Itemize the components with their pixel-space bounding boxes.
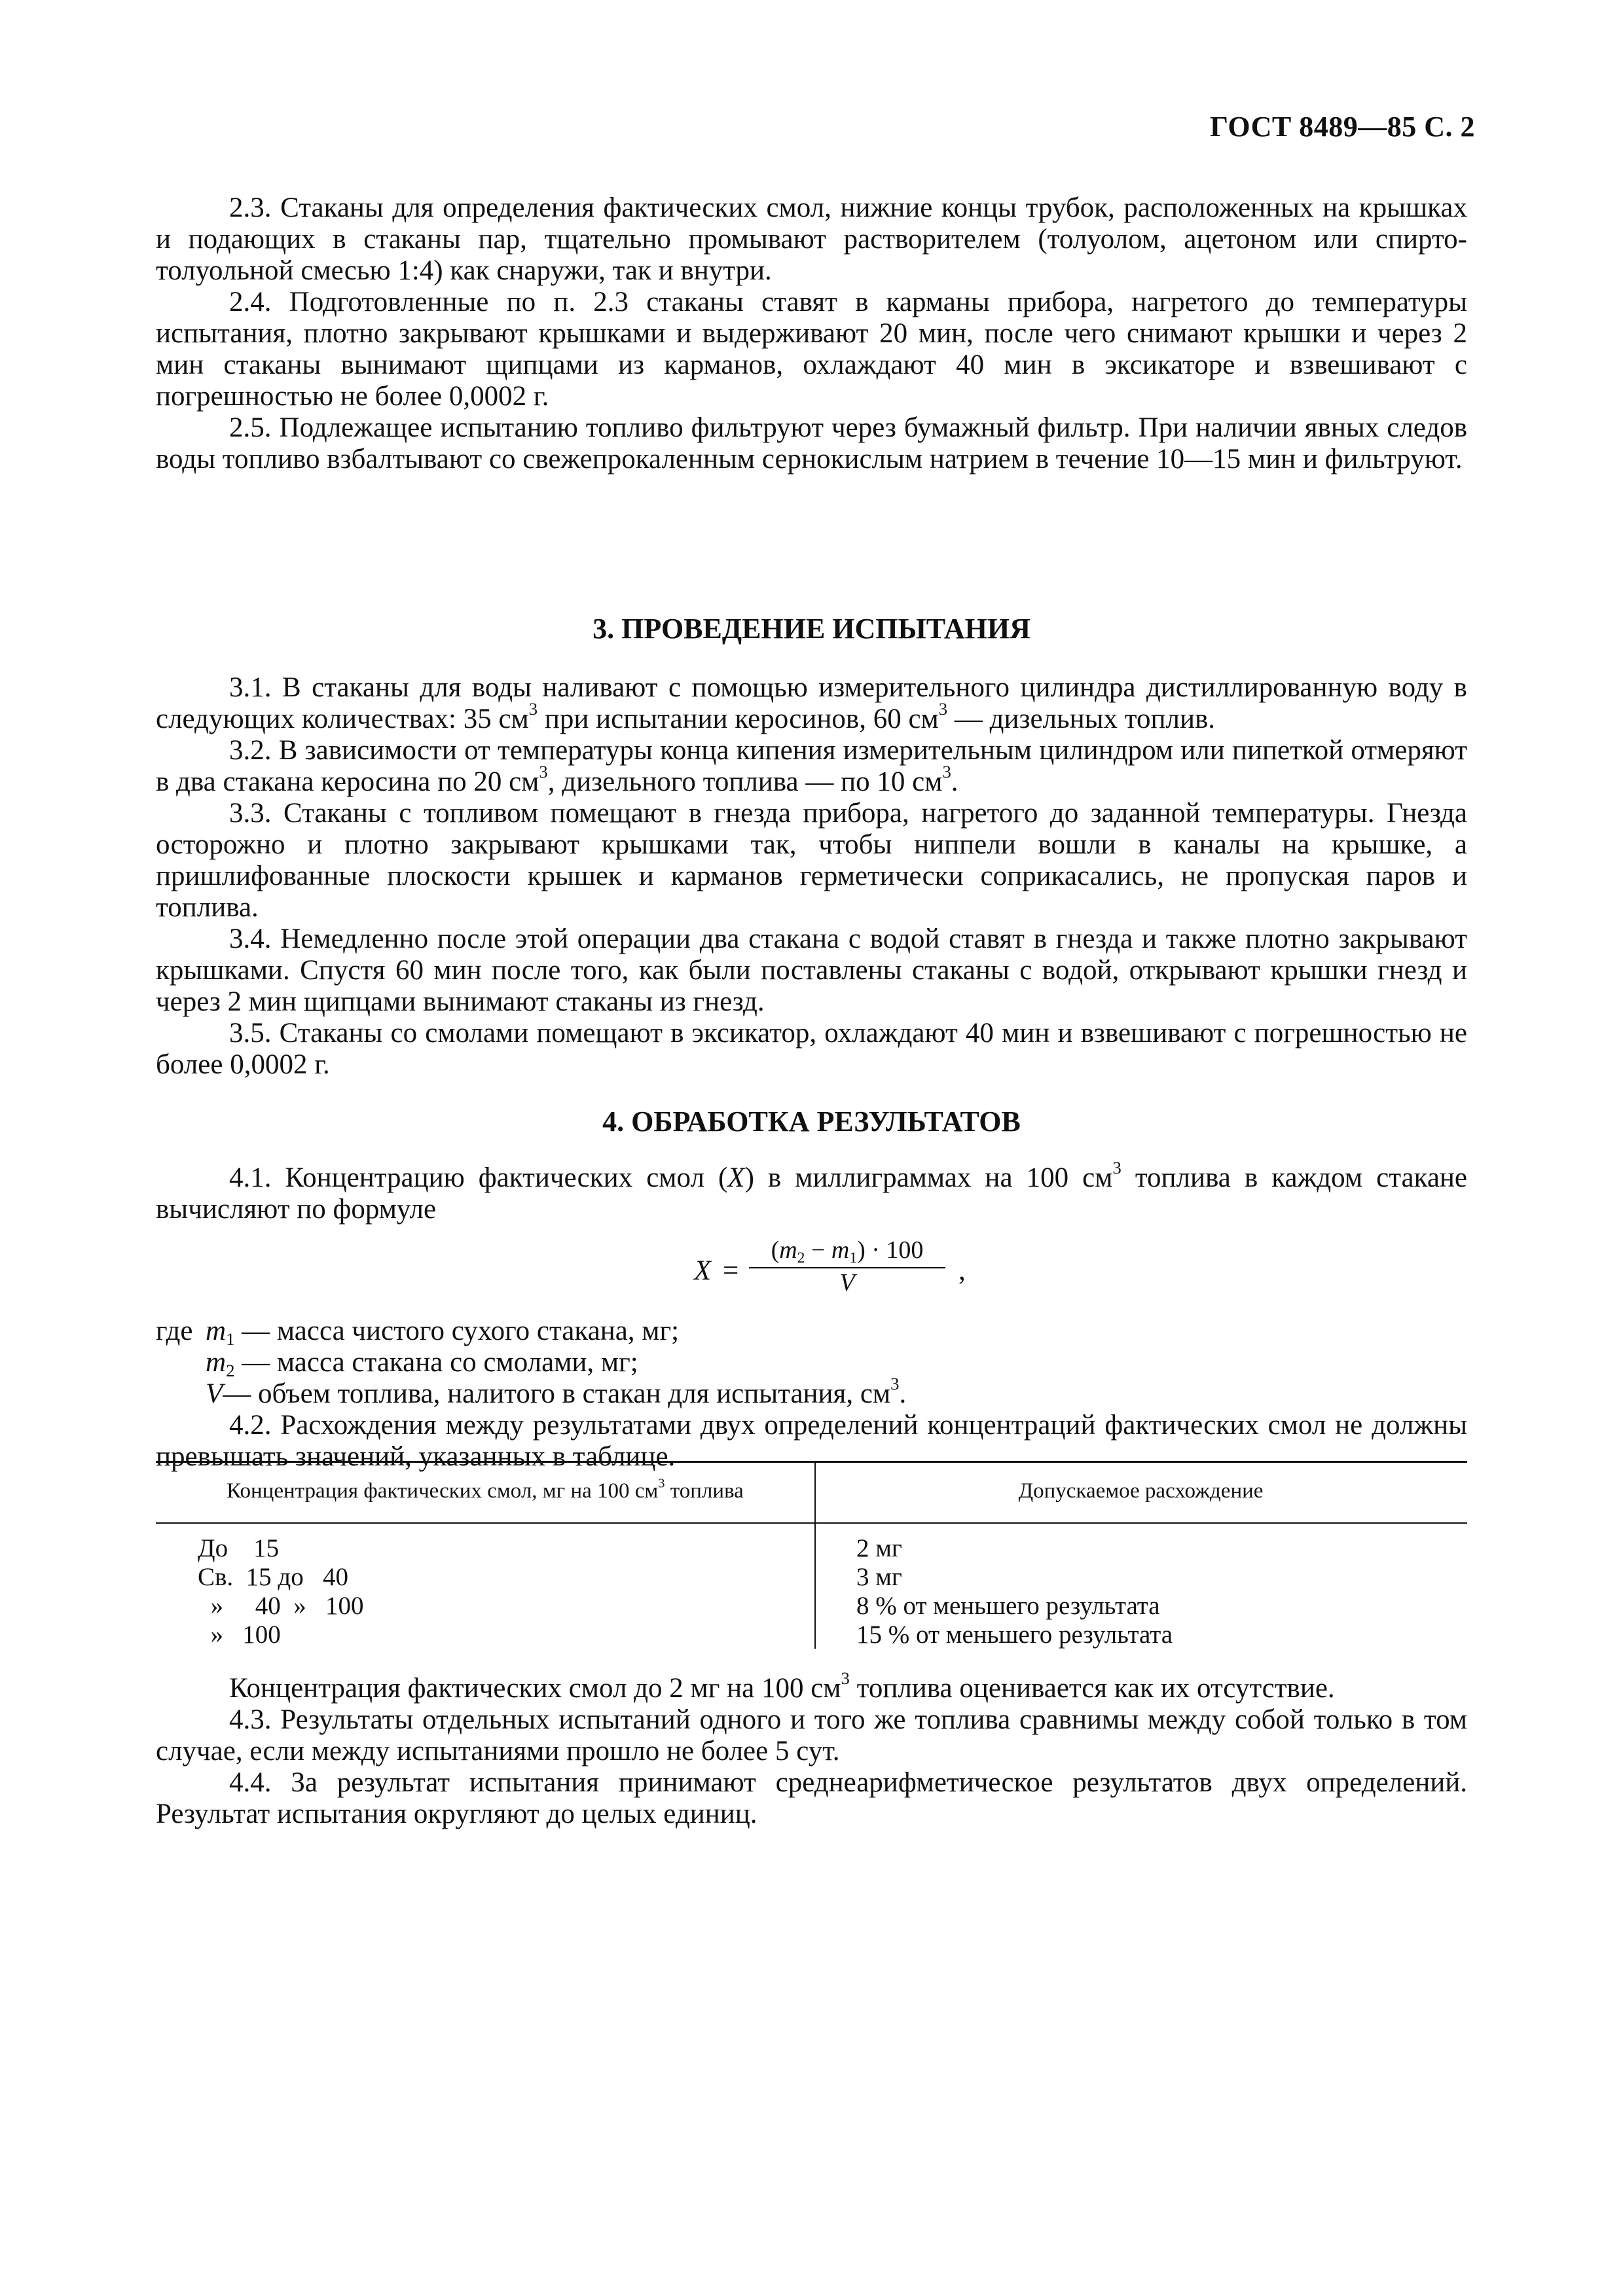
table-cell-concentration: » 40 » 100 — [198, 1592, 364, 1620]
table-header-concentration: Концентрация фактических смол, мг на 100 $см^3$ топлива — [227, 1476, 744, 1503]
tolerance-table — [156, 1461, 1467, 1649]
table-column-concentration — [198, 1534, 364, 1649]
paragraph-3-5: 3.5. Стаканы со смолами помещают в эксикатор, охлаждают 40 мин и взвешивают с погрешностью не более 0,0002 г. — [156, 1018, 1467, 1080]
paragraph-2-3: 2.3. Стаканы для определения фактических смол, нижние концы трубок, расположенных на крышках и подающих в стаканы пар, тщательно промывают растворителем (толуолом, ацетоном или спирто-толуольной смесью 1:4) как снаружи, так и внутри. — [156, 192, 1467, 286]
definition-v: V— объем топлива, налитого в стакан для испытания, $см^3$. — [206, 1374, 907, 1409]
definition-m2: $m_2$ — масса стакана со смолами, мг; — [206, 1347, 638, 1380]
formula-numerator: $(m_2 - m_1) \cdot 100$ — [749, 1236, 945, 1268]
table-cell-concentration: » 100 — [198, 1621, 281, 1649]
resin-concentration-formula — [156, 1236, 1467, 1306]
running-head: ГОСТ 8489—85 С. 2 — [1209, 111, 1475, 143]
paragraph-3-1: 3.1. В стаканы для воды наливают с помощью измерительного цилиндра дистиллированную воду в следующих количествах: 35 $см^3$ при испытании керосинов, 60 $см^3$ — дизельных топлив. — [156, 672, 1467, 734]
paragraph-4-3: 4.3. Результаты отдельных испытаний одного и того же топлива сравнимы между собой только в том случае, если между испытаниями прошло не более 5 сут. — [156, 1704, 1467, 1767]
formula-equals: = — [723, 1255, 739, 1286]
paragraph-4-1: 4.1. Концентрацию фактических смол (X) в миллиграммах на 100 $см^3$ топлива в каждом стакане вычисляют по формуле — [156, 1158, 1468, 1225]
formula-comma: , — [958, 1255, 966, 1286]
table-cell-tolerance: 15 % от меньшего результата — [856, 1621, 1173, 1649]
table-column-tolerance — [856, 1534, 1173, 1649]
paragraph-2-5: 2.5. Подлежащее испытанию топливо фильтруют через бумажный фильтр. При наличии явных следов воды топливо взбалтывают со свежепрокаленным сернокислым натрием в течение 10—15 мин и фильтруют. — [156, 412, 1467, 475]
section-4 — [156, 1105, 1467, 1473]
paragraph-3-4: 3.4. Немедленно после этой операции два стакана с водой ставят в гнезда и также плотно закрывают крышками. Спустя 60 мин после того, как были поставлены стаканы с водой, открывают крышки гнезд и через 2 мин щипцами вынимают стаканы из гнезд. — [156, 924, 1467, 1017]
formula-lhs: X — [694, 1255, 712, 1286]
definition-m1: где $m_1$ — масса чистого сухого стакана, мг; — [156, 1316, 680, 1349]
section-3 — [156, 612, 1467, 1081]
paragraph-4-2: 4.2. Расхождения между результатами двух определений концентраций фактических смол не должны превышать значений, указанных в таблице. — [156, 1410, 1467, 1472]
formula-denominator: V — [839, 1269, 855, 1297]
table-cell-tolerance: 8 % от меньшего результата — [856, 1592, 1160, 1620]
table-cell-tolerance: 3 мг — [856, 1563, 902, 1591]
section-4-continuation — [156, 1668, 1467, 1830]
section-3-heading: 3. ПРОВЕДЕНИЕ ИСПЫТАНИЯ — [593, 613, 1030, 645]
table-top-rule — [156, 1461, 1467, 1463]
paragraph-4-4: 4.4. За результат испытания принимают среднеарифметическое результатов двух определений. Результат испытания округляют до целых единиц. — [156, 1767, 1467, 1829]
section-2-continuation — [156, 192, 1467, 475]
table-cell-tolerance: 2 мг — [856, 1534, 902, 1562]
paragraph-absence-note: Концентрация фактических смол до 2 мг на 100 $см^3$ топлива оценивается как их отсутствие. — [229, 1668, 1335, 1704]
table-header-tolerance: Допускаемое расхождение — [1018, 1479, 1264, 1503]
paragraph-2-4: 2.4. Подготовленные по п. 2.3 стаканы ставят в карманы прибора, нагретого до температуры испытания, плотно закрывают крышками и выдерживают 20 мин, после чего снимают крышки и через 2 мин стаканы вынимают щипцами из карманов, охлаждают 40 мин в эксикаторе и взвешивают с погрешностью не более 0,0002 г. — [156, 287, 1467, 412]
paragraph-3-3: 3.3. Стаканы с топливом помещают в гнезда прибора, нагретого до заданной температуры. Гнезда осторожно и плотно закрывают крышками так, чтобы ниппели вошли в каналы на крышке, а пришлифованные плоскости крышек и карманов герметически соприкасались, не пропуская паров и топлива. — [156, 798, 1467, 923]
table-cell-concentration: До 15 — [198, 1534, 280, 1562]
table-header-rule — [156, 1522, 1467, 1524]
paragraph-3-2: 3.2. В зависимости от температуры конца кипения измерительным цилиндром или пипеткой отмеряют в два стакана керосина по 20 $см^3$, дизельного топлива — по 10 $см^3$. — [156, 735, 1467, 797]
variable-definitions — [156, 1316, 1467, 1410]
table-cell-concentration: Св. 15 до 40 — [198, 1563, 349, 1591]
formula-fraction — [749, 1236, 945, 1297]
section-4-heading: 4. ОБРАБОТКА РЕЗУЛЬТАТОВ — [602, 1105, 1021, 1138]
